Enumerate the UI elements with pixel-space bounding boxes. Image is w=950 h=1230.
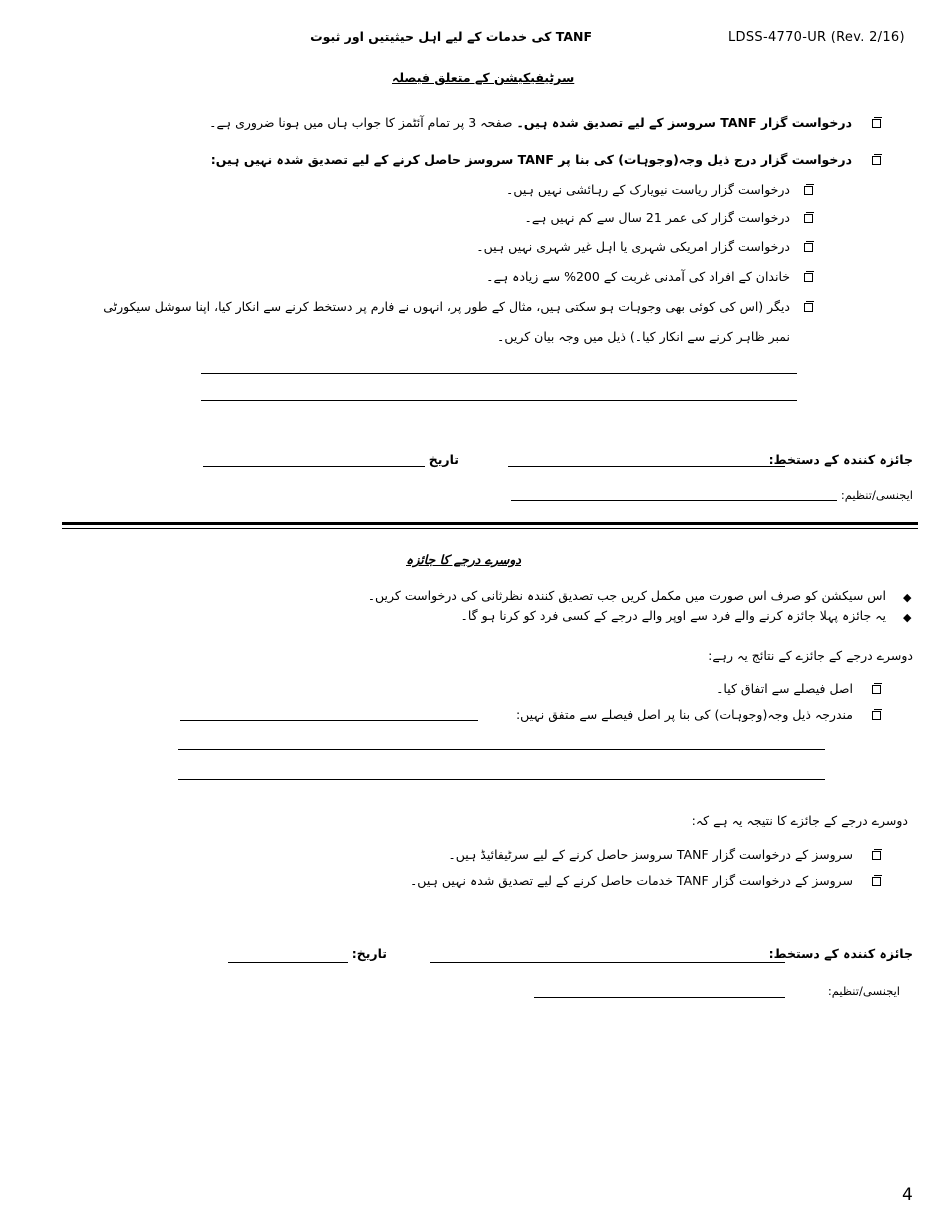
second-review-bullet-2: یہ جائزہ پہلا جائزہ کرنے والے فرد سے اوپر والے درجے کے کسی فرد کو کرنا ہو گا۔ bbox=[460, 608, 886, 623]
section-divider-thin bbox=[62, 528, 918, 529]
second-date-field[interactable] bbox=[228, 962, 348, 963]
second-reviewer-signature-label: جائزہ کنندہ کے دستخط: bbox=[768, 946, 913, 961]
certified-option-text bbox=[209, 115, 852, 130]
reason-age-checkbox[interactable] bbox=[804, 214, 813, 223]
conclusion-certified: سروسز کے درخواست گزار TANF سروسز حاصل کرنے کے لیے سرٹیفائیڈ ہیں۔ bbox=[448, 847, 853, 862]
certified-option-bold: درخواست گزار TANF سروسز کے لیے تصدیق شدہ ہیں۔ bbox=[516, 115, 852, 130]
reason-age: درخواست گزار کی عمر 21 سال سے کم نہیں ہے۔ bbox=[524, 210, 790, 225]
page-number: 4 bbox=[902, 1185, 913, 1205]
reason-income: خاندان کے افراد کی آمدنی غربت کے 200% سے زیادہ ہے۔ bbox=[486, 269, 790, 284]
disagree-checkbox[interactable] bbox=[872, 711, 881, 720]
agency-label: ایجنسی/تنظیم: bbox=[840, 488, 913, 502]
agree-option: اصل فیصلے سے اتفاق کیا۔ bbox=[716, 681, 853, 696]
certification-heading: سرٹیفیکیشن کے متعلق فیصلہ bbox=[392, 70, 575, 85]
disagree-line-1[interactable] bbox=[178, 749, 825, 750]
agree-checkbox[interactable] bbox=[872, 685, 881, 694]
second-agency-label: ایجنسی/تنظیم: bbox=[827, 984, 900, 998]
explanation-line-1[interactable] bbox=[201, 373, 797, 374]
reason-not-resident-checkbox[interactable] bbox=[804, 186, 813, 195]
form-id: LDSS-4770-UR (Rev. 2/16) bbox=[728, 30, 905, 45]
not-certified-checkbox[interactable] bbox=[872, 156, 881, 165]
bullet-diamond-icon: ◆ bbox=[903, 611, 912, 624]
explanation-line-2[interactable] bbox=[201, 400, 797, 401]
conclusion-certified-checkbox[interactable] bbox=[872, 851, 881, 860]
bullet-diamond-icon: ◆ bbox=[903, 591, 912, 604]
reviewer-signature-field[interactable] bbox=[508, 466, 785, 467]
certified-option-rest: صفحہ 3 پر تمام آئٹمز کا جواب ہاں میں ہونا ضروری ہے۔ bbox=[209, 115, 513, 130]
second-date-label: تاریخ: bbox=[351, 946, 387, 961]
reason-citizen-checkbox[interactable] bbox=[804, 243, 813, 252]
agency-field[interactable] bbox=[511, 500, 837, 501]
second-review-heading: دوسرے درجے کا جائزہ bbox=[406, 552, 522, 567]
reason-citizen: درخواست گزار امریکی شہری یا اہل غیر شہری نہیں ہیں۔ bbox=[476, 239, 790, 254]
reason-income-checkbox[interactable] bbox=[804, 273, 813, 282]
conclusion-not-certified: سروسز کے درخواست گزار TANF خدمات حاصل کرنے کے لیے تصدیق شدہ نہیں ہیں۔ bbox=[409, 873, 853, 888]
not-certified-option-text: درخواست گزار درج ذیل وجہ(وجوہات) کی بنا پر TANF سروسز حاصل کرنے کے لیے تصدیق شدہ نہیں ہیں: bbox=[210, 152, 852, 167]
reason-other-checkbox[interactable] bbox=[804, 303, 813, 312]
disagree-option: مندرجہ ذیل وجہ(وجوہات) کی بنا پر اصل فیصلے سے متفق نہیں: bbox=[515, 707, 853, 722]
date-field[interactable] bbox=[203, 466, 425, 467]
conclusion-intro: دوسرے درجے کے جائزے کا نتیجہ یہ ہے کہ: bbox=[691, 813, 908, 828]
reason-other-line1: دیگر (اس کی کوئی بھی وجوہات ہو سکتی ہیں، مثال کے طور پر، انہوں نے فارم پر دستخط کرنے سے انکار کیا، اپنا سوشل سیکورٹی bbox=[103, 299, 790, 314]
second-review-bullet-1: اس سیکشن کو صرف اس صورت میں مکمل کریں جب تصدیق کنندہ نظرثانی کی درخواست کریں۔ bbox=[367, 588, 886, 603]
document-title: TANF کی خدمات کے لیے اہل حیثیتیں اور ثبوت bbox=[310, 29, 592, 44]
reviewer-signature-label: جائزہ کنندہ کے دستخط: bbox=[768, 452, 913, 467]
second-agency-field[interactable] bbox=[534, 997, 785, 998]
date-label: تاریخ bbox=[428, 452, 459, 467]
results-intro: دوسرے درجے کے جائزے کے نتائج یہ رہے: bbox=[708, 648, 913, 663]
disagree-reason-field[interactable] bbox=[180, 720, 478, 721]
section-divider-thick bbox=[62, 522, 918, 525]
reason-other-line2: نمبر ظاہر کرنے سے انکار کیا۔) ذیل میں وجہ بیان کریں۔ bbox=[497, 329, 790, 344]
reason-not-resident: درخواست گزار ریاست نیویارک کے رہائشی نہیں ہیں۔ bbox=[506, 182, 790, 197]
second-reviewer-signature-field[interactable] bbox=[430, 962, 785, 963]
disagree-line-2[interactable] bbox=[178, 779, 825, 780]
conclusion-not-certified-checkbox[interactable] bbox=[872, 877, 881, 886]
certified-checkbox[interactable] bbox=[872, 119, 881, 128]
